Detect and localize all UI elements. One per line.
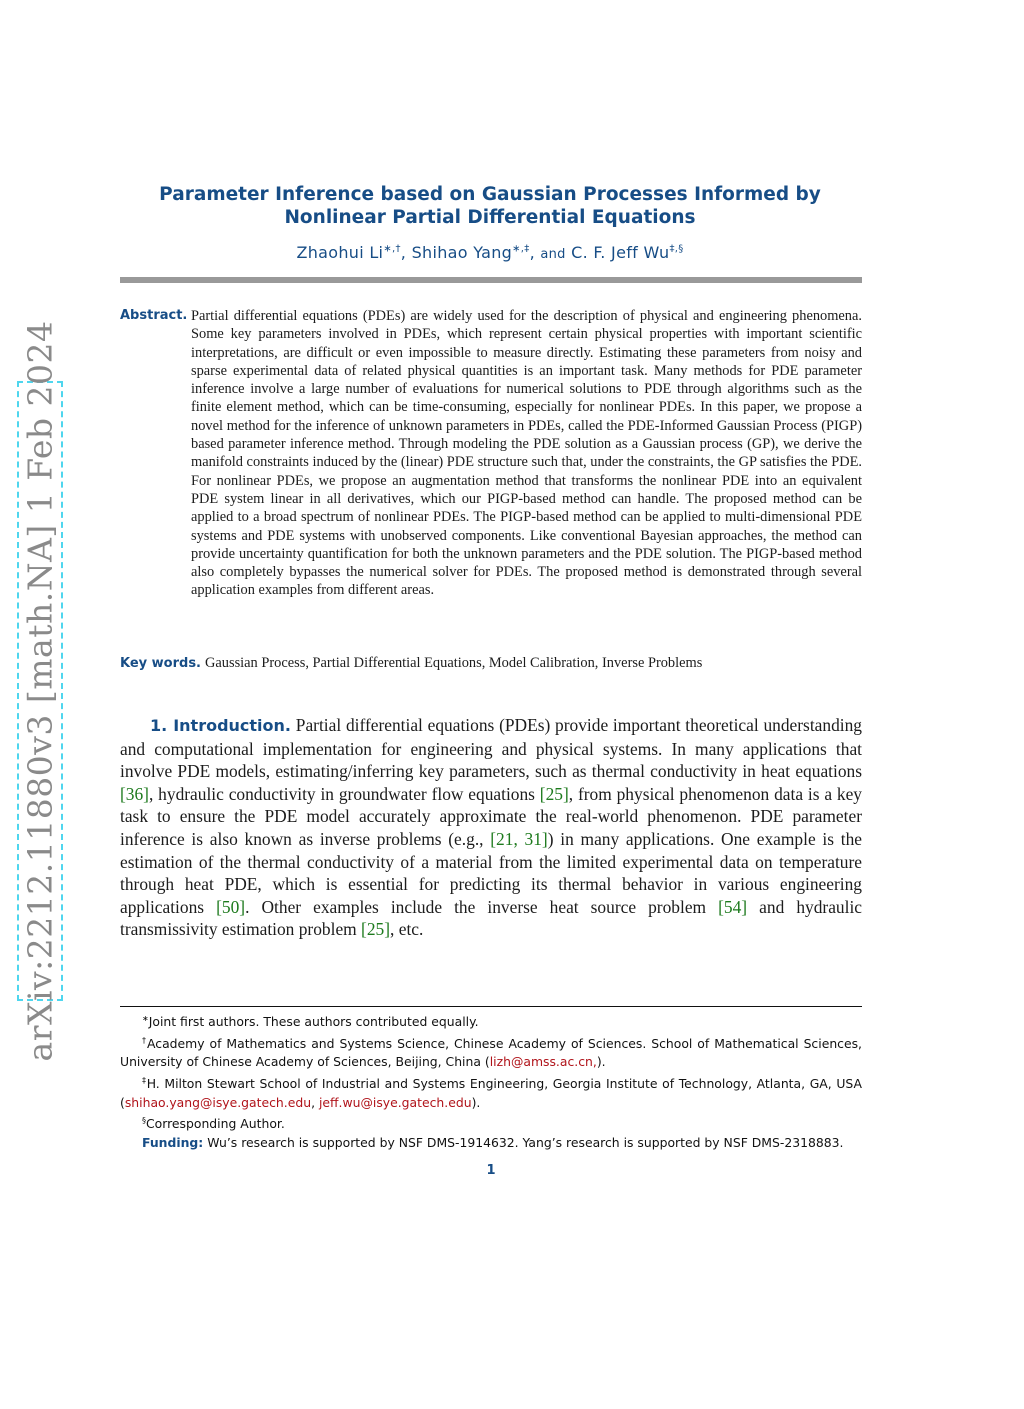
footnote-mark: § bbox=[142, 1116, 146, 1126]
footnote-joint-authors bbox=[120, 1010, 862, 1032]
citation-link[interactable]: [21, 31] bbox=[490, 828, 548, 849]
citation-link[interactable]: [36] bbox=[120, 783, 149, 804]
author-wu: C. F. Jeff Wu bbox=[571, 243, 670, 262]
funding-label: Funding: bbox=[142, 1135, 204, 1151]
footnote-mark: † bbox=[142, 1035, 148, 1045]
page-number: 1 bbox=[486, 1163, 496, 1178]
footnote-mark: ∗ bbox=[142, 1014, 149, 1023]
author-yang-marks: ∗,‡ bbox=[512, 243, 530, 255]
citation-link[interactable]: [54] bbox=[718, 896, 748, 917]
funding-text: Wu’s research is supported by NSF DMS-1914632. Yang’s research is supported by NSF DMS-2318883. bbox=[203, 1135, 844, 1151]
citation-link[interactable]: [50] bbox=[216, 896, 246, 917]
footnotes bbox=[120, 1010, 862, 1153]
footnote-text: Corresponding Author. bbox=[146, 1116, 285, 1132]
abstract bbox=[120, 307, 862, 600]
footnote-funding bbox=[120, 1134, 862, 1153]
introduction-paragraph bbox=[120, 714, 862, 941]
author-wu-marks: ‡,§ bbox=[669, 243, 684, 255]
author-separator: , bbox=[400, 243, 407, 262]
citation-link[interactable]: [25] bbox=[539, 783, 569, 804]
footnote-affiliation-gatech bbox=[120, 1072, 862, 1112]
keywords bbox=[120, 655, 862, 672]
title-rule bbox=[120, 277, 862, 283]
intro-text: ) in many applications. One example is the estimation of the thermal conductivity of a material from the limited experimental data on temperature through heat PDE, which is essential for predicting its thermal behavior in various engineering applications bbox=[120, 828, 863, 917]
section-heading: 1. Introduction. bbox=[150, 716, 291, 735]
footnote-affiliation-li bbox=[120, 1032, 862, 1072]
intro-text: and hydraulic transmissivity estimation problem bbox=[120, 896, 862, 940]
footnote-text: , bbox=[311, 1094, 319, 1110]
arxiv-stamp-text: arXiv:2212.11880v3 [math.NA] 1 Feb 2024 bbox=[20, 320, 60, 1062]
intro-text: , etc. bbox=[390, 919, 424, 940]
footnote-text: ). bbox=[471, 1094, 481, 1110]
footnote-corresponding bbox=[120, 1112, 862, 1134]
author-list bbox=[110, 243, 870, 262]
intro-text: Partial differential equations (PDEs) provide important theoretical understanding and computational implementation for engineering and physical systems. In many applications that involve PDE models, estimating/inferring key parameters, such as thermal conductivity in heat equations bbox=[120, 715, 862, 782]
keywords-text: Gaussian Process, Partial Differential Equations, Model Calibration, Inverse Problems bbox=[205, 655, 703, 671]
abstract-text: Partial differential equations (PDEs) are widely used for the description of physical and engineering phenomena. Some key parameters involved in PDEs, which represent certain physical properties with important scientific interpretations, are difficult or even impossible to measure directly. Estimating these parameters from noisy and sparse experimental data of related physical quantities is an important task. Many methods for PDE parameter inference involve a large number of evaluations for numerical solutions to PDE through algorithms such as the finite element method, which can be time-consuming, especially for nonlinear PDEs. In this paper, we propose a novel method for the inference of unknown parameters in PDEs, called the PDE-Informed Gaussian Process (PIGP) based parameter inference method. Through modeling the PDE solution as a Gaussian process (GP), we derive the manifold constraints induced by the (linear) PDE structure such that, under the constraints, the GP satisfies the PDE. For nonlinear PDEs, we propose an augmentation method that transforms the nonlinear PDE into an equivalent PDE system linear in all derivatives, which our PIGP-based method can handle. The proposed method can be applied to a broad spectrum of nonlinear PDEs. The PIGP-based method can be applied to multi-dimensional PDE systems and PDE systems with unobserved components. Like conventional Bayesian approaches, the method can provide uncertainty quantification for both the unknown parameters and the PDE solution. The PIGP-based method also completely bypasses the numerical solver for PDEs. The proposed method is demonstrated through several application examples from different areas. bbox=[191, 308, 862, 599]
email-link[interactable]: shihao.yang@isye.gatech.edu bbox=[124, 1094, 312, 1110]
intro-text: . Other examples include the inverse heat source problem bbox=[245, 896, 719, 917]
intro-text: , hydraulic conductivity in groundwater flow equations bbox=[148, 783, 540, 804]
email-link[interactable]: lizh@amss.ac.cn, bbox=[489, 1054, 597, 1070]
email-link[interactable]: jeff.wu@isye.gatech.edu bbox=[318, 1094, 472, 1110]
author-and: and bbox=[540, 247, 566, 262]
keywords-label: Key words. bbox=[120, 656, 201, 671]
author-yang: Shihao Yang bbox=[411, 243, 513, 262]
author-li: Zhaohui Li bbox=[296, 243, 384, 262]
footnote-text: ). bbox=[596, 1054, 606, 1070]
arxiv-stamp[interactable] bbox=[17, 320, 63, 1062]
footnote-mark: ‡ bbox=[142, 1076, 147, 1086]
author-li-marks: ∗,† bbox=[383, 243, 401, 255]
citation-link[interactable]: [25] bbox=[361, 919, 391, 940]
footnote-text: H. Milton Stewart School of Industrial and Systems Engineering, Georgia Institute of Technology, Atlanta, GA, USA ( bbox=[120, 1076, 862, 1110]
footnote-text: Academy of Mathematics and Systems Science, Chinese Academy of Sciences. School of Mathematical Sciences, University of Chinese Academy of Sciences, Beijing, China ( bbox=[120, 1035, 862, 1070]
abstract-label: Abstract. bbox=[120, 308, 188, 323]
footnote-text: Joint first authors. These authors contributed equally. bbox=[148, 1014, 479, 1030]
author-separator: , bbox=[529, 243, 535, 262]
footnote-rule bbox=[120, 1006, 862, 1007]
paper-title: Parameter Inference based on Gaussian Processes Informed by Nonlinear Partial Differential Equations bbox=[159, 184, 821, 228]
intro-text: , from physical phenomenon data is a key task to ensure the PDE model accurately approximate the real-world phenomenon. PDE parameter inference is also known as inverse problems (e.g., bbox=[120, 783, 862, 849]
